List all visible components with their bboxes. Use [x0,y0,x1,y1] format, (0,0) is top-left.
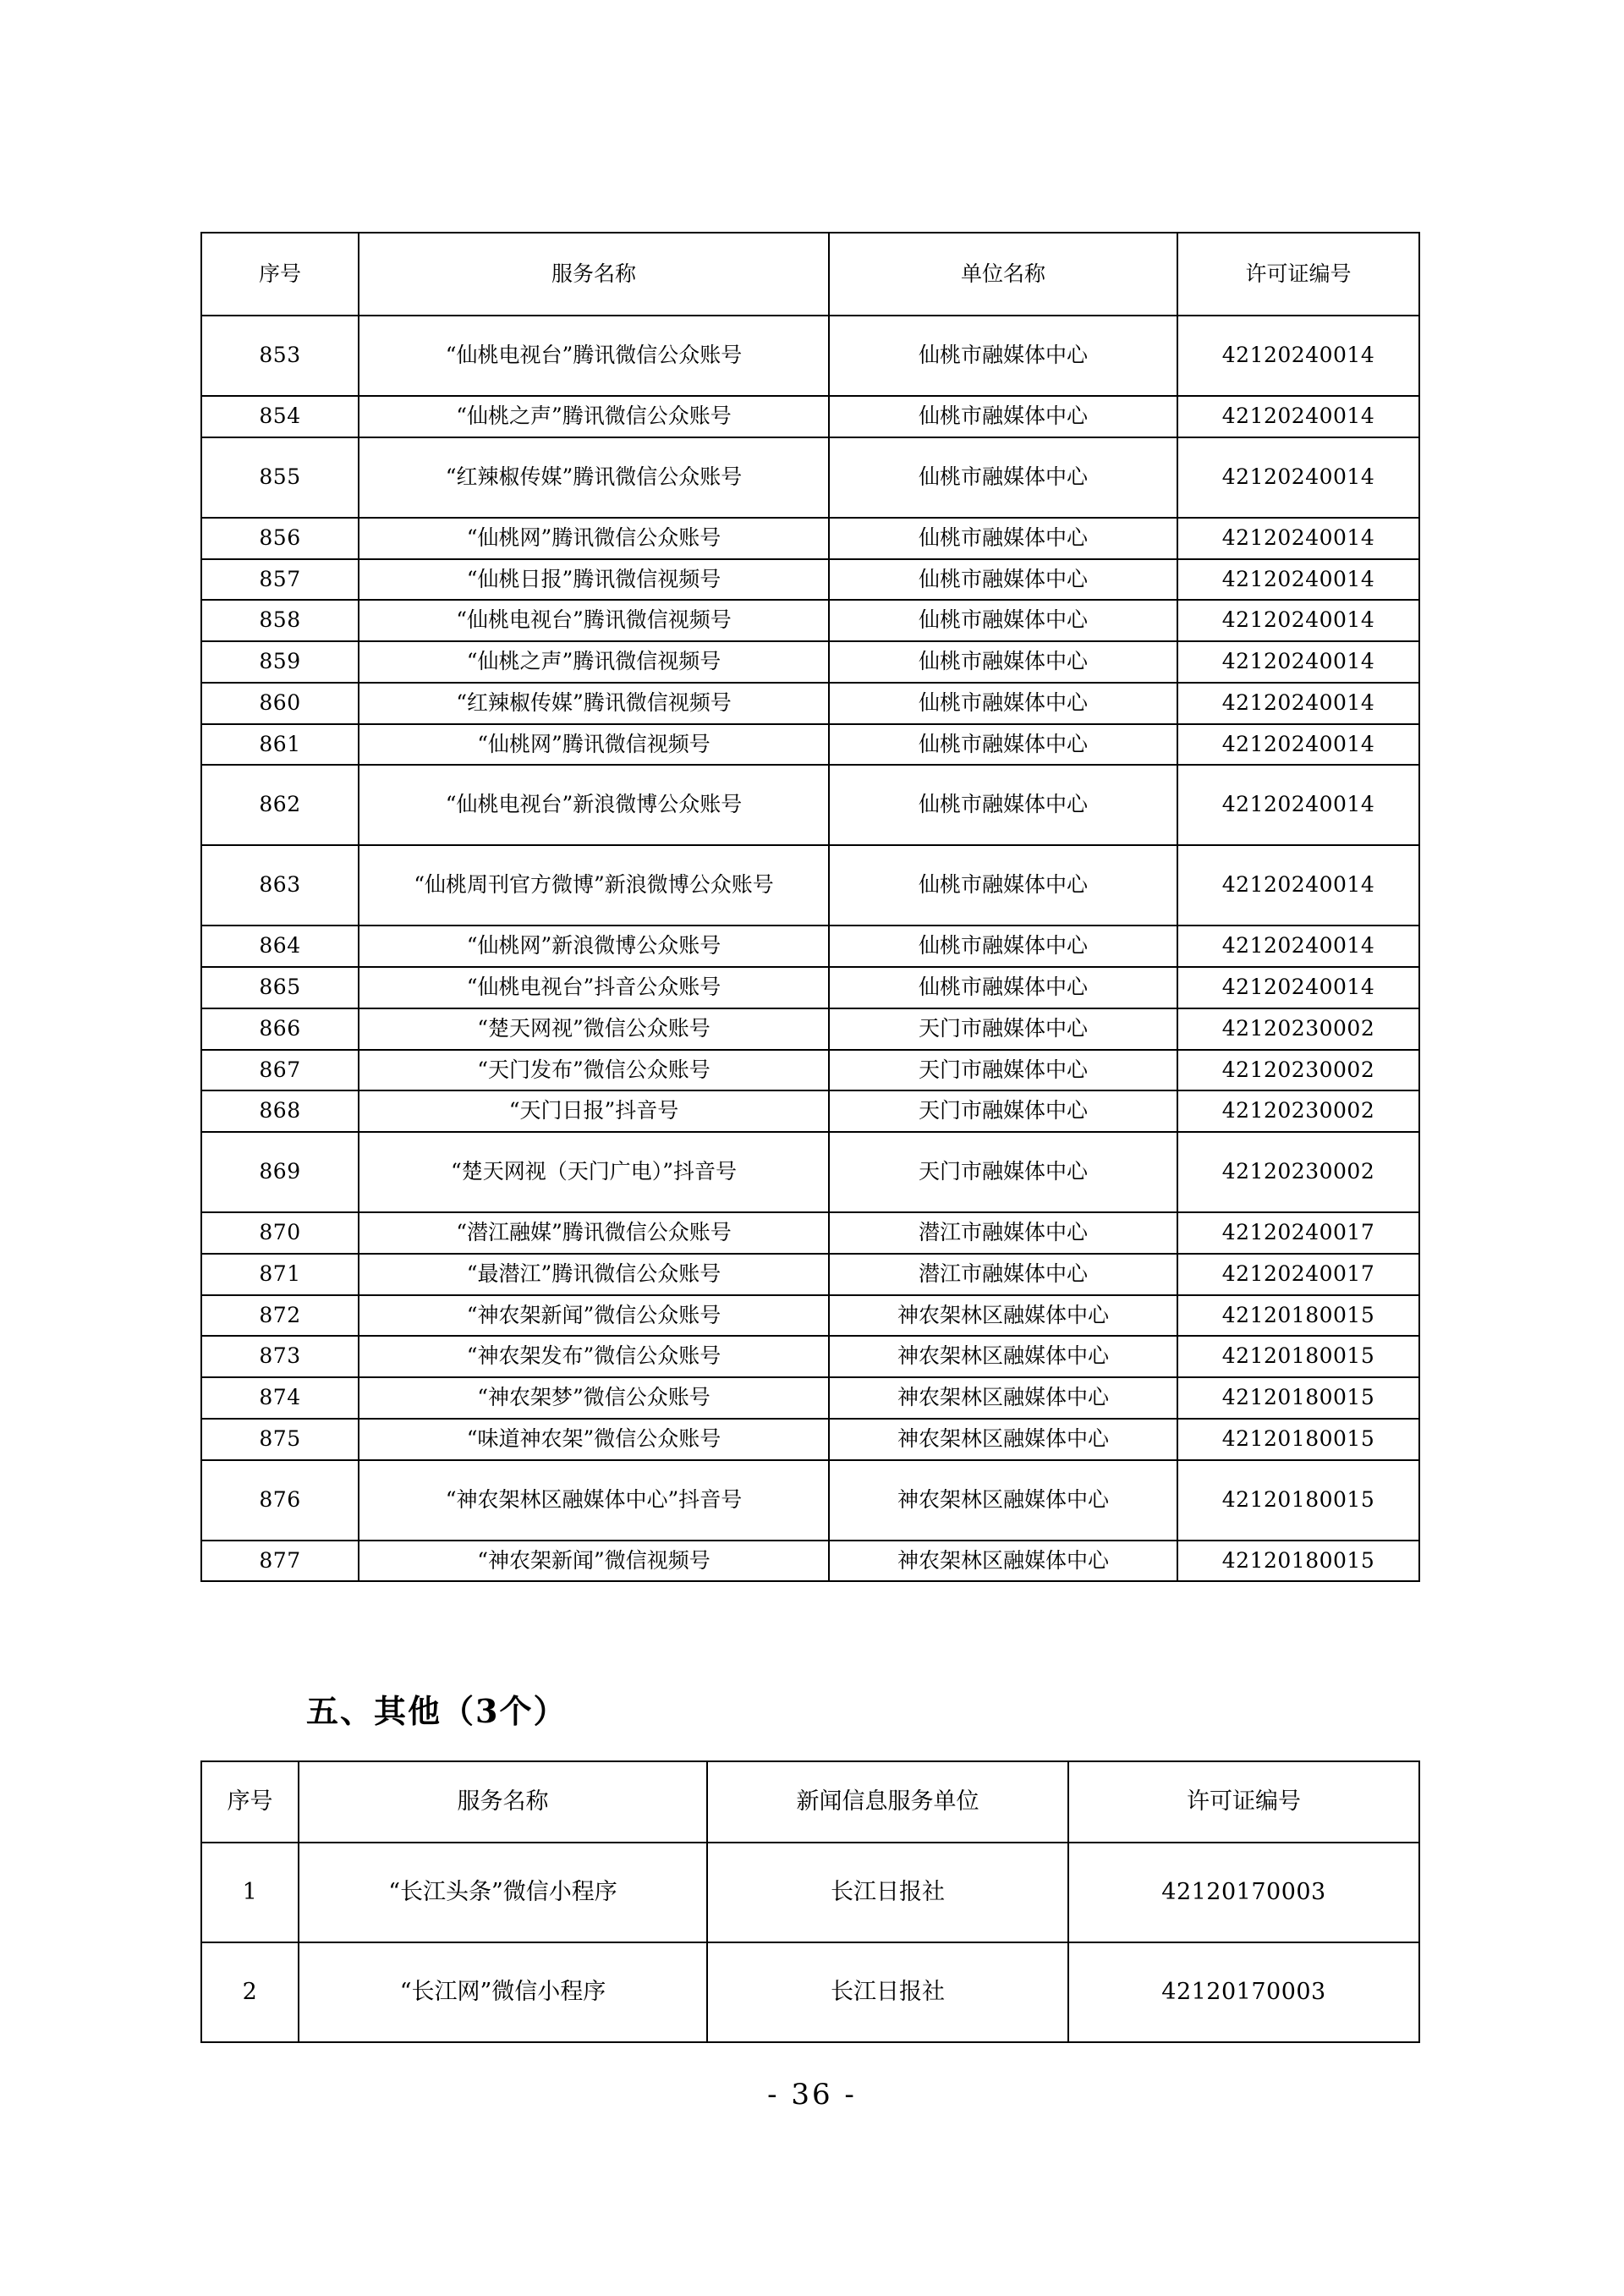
table-row [201,724,1419,766]
row-cell-seq: 860 [201,683,359,724]
table-row [201,641,1419,683]
row-cell-license-no: 42120180015 [1177,1541,1419,1582]
row-cell-license-no: 42120230002 [1177,1050,1419,1091]
table-row [201,316,1419,396]
row-cell-unit-name: 仙桃市融媒体中心 [829,724,1177,766]
row-cell-service-name: “天门发布”微信公众账号 [359,1050,829,1091]
row-cell-seq: 1 [201,1843,299,1942]
table2-header-row-group [201,1761,1419,1843]
row-cell-service-name: “神农架发布”微信公众账号 [359,1336,829,1377]
table-row [201,1843,1419,1942]
row-cell-unit-name: 神农架林区融媒体中心 [829,1336,1177,1377]
row-cell-seq: 865 [201,967,359,1008]
row-cell-license-no: 42120240014 [1177,926,1419,967]
row-cell-service-name: “仙桃电视台”新浪微博公众账号 [359,765,829,845]
row-cell-seq: 863 [201,845,359,926]
row-cell-service-name: “仙桃周刊官方微博”新浪微博公众账号 [359,845,829,926]
row-cell-seq: 854 [201,396,359,437]
table-row [201,926,1419,967]
row-cell-license-no: 42120180015 [1177,1377,1419,1419]
header-cell-license-no: 许可证编号 [1068,1761,1419,1843]
header-cell-service-name: 服务名称 [359,233,829,316]
row-cell-unit-name: 长江日报社 [707,1942,1068,2042]
row-cell-license-no: 42120170003 [1068,1843,1419,1942]
row-cell-service-name: “最潜江”腾讯微信公众账号 [359,1254,829,1295]
table-row [201,1254,1419,1295]
row-cell-unit-name: 潜江市融媒体中心 [829,1254,1177,1295]
row-cell-unit-name: 仙桃市融媒体中心 [829,518,1177,559]
row-cell-license-no: 42120180015 [1177,1336,1419,1377]
row-cell-license-no: 42120240014 [1177,396,1419,437]
row-cell-unit-name: 仙桃市融媒体中心 [829,765,1177,845]
table-body [201,316,1419,1581]
row-cell-unit-name: 神农架林区融媒体中心 [829,1377,1177,1419]
table-row [201,1050,1419,1091]
row-cell-seq: 855 [201,437,359,518]
row-cell-seq: 877 [201,1541,359,1582]
row-cell-unit-name: 仙桃市融媒体中心 [829,559,1177,601]
row-cell-service-name: “神农架林区融媒体中心”抖音号 [359,1460,829,1541]
row-cell-seq: 859 [201,641,359,683]
row-cell-service-name: “仙桃电视台”抖音公众账号 [359,967,829,1008]
row-cell-unit-name: 仙桃市融媒体中心 [829,600,1177,641]
row-cell-seq: 2 [201,1942,299,2042]
row-cell-service-name: “长江网”微信小程序 [299,1942,707,2042]
row-cell-service-name: “楚天网视”微信公众账号 [359,1008,829,1050]
row-cell-unit-name: 神农架林区融媒体中心 [829,1295,1177,1337]
table-row [201,1377,1419,1419]
row-cell-unit-name: 天门市融媒体中心 [829,1132,1177,1212]
table-row [201,1419,1419,1460]
row-cell-license-no: 42120230002 [1177,1008,1419,1050]
table2-body [201,1843,1419,2042]
row-cell-seq: 870 [201,1212,359,1254]
table-row [201,765,1419,845]
row-cell-unit-name: 潜江市融媒体中心 [829,1212,1177,1254]
table2-header-row [201,1761,1419,1843]
page-number: - 36 - [767,2078,857,2112]
table-row [201,600,1419,641]
license-table-primary [200,232,1420,1582]
row-cell-service-name: “长江头条”微信小程序 [299,1843,707,1942]
row-cell-unit-name: 天门市融媒体中心 [829,1008,1177,1050]
header-cell-unit-name: 单位名称 [829,233,1177,316]
table-row [201,437,1419,518]
row-cell-unit-name: 仙桃市融媒体中心 [829,641,1177,683]
row-cell-seq: 875 [201,1419,359,1460]
row-cell-unit-name: 天门市融媒体中心 [829,1090,1177,1132]
row-cell-license-no: 42120240014 [1177,845,1419,926]
row-cell-license-no: 42120240014 [1177,724,1419,766]
row-cell-license-no: 42120240017 [1177,1254,1419,1295]
row-cell-service-name: “天门日报”抖音号 [359,1090,829,1132]
row-cell-license-no: 42120240014 [1177,559,1419,601]
row-cell-unit-name: 神农架林区融媒体中心 [829,1419,1177,1460]
table-row [201,1541,1419,1582]
row-cell-seq: 868 [201,1090,359,1132]
row-cell-seq: 869 [201,1132,359,1212]
row-cell-service-name: “神农架梦”微信公众账号 [359,1377,829,1419]
table-row [201,1295,1419,1337]
row-cell-license-no: 42120240014 [1177,641,1419,683]
row-cell-service-name: “仙桃网”腾讯微信公众账号 [359,518,829,559]
row-cell-license-no: 42120240014 [1177,967,1419,1008]
row-cell-unit-name: 仙桃市融媒体中心 [829,967,1177,1008]
row-cell-unit-name: 长江日报社 [707,1843,1068,1942]
row-cell-service-name: “仙桃电视台”腾讯微信视频号 [359,600,829,641]
table-row [201,1460,1419,1541]
row-cell-license-no: 42120240017 [1177,1212,1419,1254]
row-cell-seq: 866 [201,1008,359,1050]
row-cell-unit-name: 仙桃市融媒体中心 [829,396,1177,437]
row-cell-service-name: “味道神农架”微信公众账号 [359,1419,829,1460]
row-cell-unit-name: 天门市融媒体中心 [829,1050,1177,1091]
table-row [201,559,1419,601]
row-cell-seq: 864 [201,926,359,967]
row-cell-unit-name: 仙桃市融媒体中心 [829,683,1177,724]
row-cell-service-name: “仙桃电视台”腾讯微信公众账号 [359,316,829,396]
row-cell-unit-name: 仙桃市融媒体中心 [829,316,1177,396]
row-cell-service-name: “神农架新闻”微信视频号 [359,1541,829,1582]
row-cell-license-no: 42120170003 [1068,1942,1419,2042]
row-cell-unit-name: 仙桃市融媒体中心 [829,437,1177,518]
row-cell-service-name: “潜江融媒”腾讯微信公众账号 [359,1212,829,1254]
row-cell-license-no: 42120180015 [1177,1460,1419,1541]
section-heading-other: 五、其他（3个） [306,1692,568,1730]
table-row [201,1212,1419,1254]
row-cell-license-no: 42120240014 [1177,600,1419,641]
table-row [201,1090,1419,1132]
row-cell-service-name: “仙桃网”腾讯微信视频号 [359,724,829,766]
row-cell-seq: 871 [201,1254,359,1295]
row-cell-license-no: 42120240014 [1177,437,1419,518]
row-cell-license-no: 42120240014 [1177,683,1419,724]
table-row [201,518,1419,559]
row-cell-license-no: 42120230002 [1177,1132,1419,1212]
table-header-row-group [201,233,1419,316]
row-cell-service-name: “仙桃之声”腾讯微信公众账号 [359,396,829,437]
table-row [201,845,1419,926]
header-cell-seq: 序号 [201,1761,299,1843]
row-cell-seq: 858 [201,600,359,641]
row-cell-service-name: “红辣椒传媒”腾讯微信公众账号 [359,437,829,518]
table-row [201,1942,1419,2042]
row-cell-license-no: 42120240014 [1177,316,1419,396]
table-header-row [201,233,1419,316]
row-cell-seq: 876 [201,1460,359,1541]
row-cell-service-name: “仙桃之声”腾讯微信视频号 [359,641,829,683]
table-row [201,967,1419,1008]
license-table-other [200,1760,1420,2043]
row-cell-seq: 856 [201,518,359,559]
header-cell-service-name: 服务名称 [299,1761,707,1843]
row-cell-license-no: 42120230002 [1177,1090,1419,1132]
row-cell-service-name: “神农架新闻”微信公众账号 [359,1295,829,1337]
table-row [201,396,1419,437]
row-cell-unit-name: 仙桃市融媒体中心 [829,926,1177,967]
row-cell-license-no: 42120240014 [1177,765,1419,845]
row-cell-seq: 861 [201,724,359,766]
row-cell-seq: 874 [201,1377,359,1419]
header-cell-license-no: 许可证编号 [1177,233,1419,316]
row-cell-seq: 867 [201,1050,359,1091]
table-row [201,683,1419,724]
row-cell-service-name: “楚天网视（天门广电）”抖音号 [359,1132,829,1212]
row-cell-unit-name: 神农架林区融媒体中心 [829,1460,1177,1541]
header-cell-unit-name: 新闻信息服务单位 [707,1761,1068,1843]
row-cell-seq: 853 [201,316,359,396]
row-cell-seq: 857 [201,559,359,601]
table-row [201,1132,1419,1212]
row-cell-seq: 873 [201,1336,359,1377]
row-cell-seq: 862 [201,765,359,845]
row-cell-service-name: “红辣椒传媒”腾讯微信视频号 [359,683,829,724]
row-cell-unit-name: 神农架林区融媒体中心 [829,1541,1177,1582]
row-cell-seq: 872 [201,1295,359,1337]
row-cell-service-name: “仙桃网”新浪微博公众账号 [359,926,829,967]
row-cell-service-name: “仙桃日报”腾讯微信视频号 [359,559,829,601]
row-cell-license-no: 42120180015 [1177,1295,1419,1337]
table-row [201,1008,1419,1050]
header-cell-seq: 序号 [201,233,359,316]
table-row [201,1336,1419,1377]
row-cell-license-no: 42120240014 [1177,518,1419,559]
row-cell-license-no: 42120180015 [1177,1419,1419,1460]
row-cell-unit-name: 仙桃市融媒体中心 [829,845,1177,926]
